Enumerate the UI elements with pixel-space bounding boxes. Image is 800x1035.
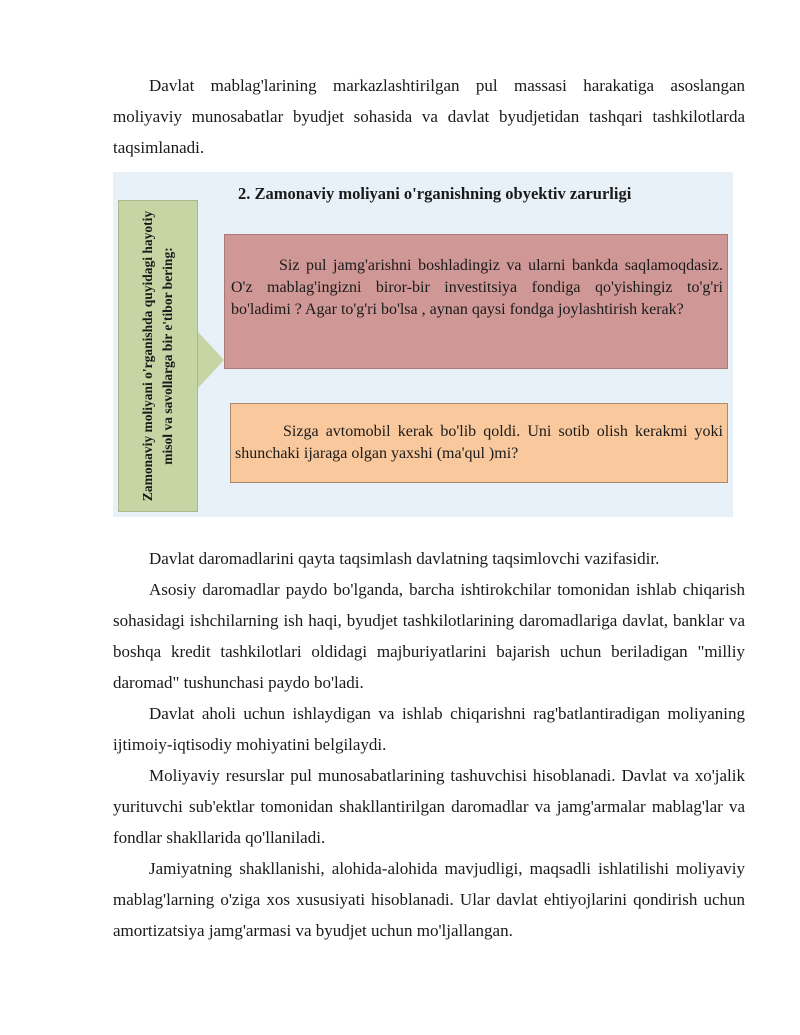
question-box-investment: Siz pul jamg'arishni boshladingiz va ularni bankda saqlamoqdasiz. O'z mablag'ingizni biror-bir investitsiya fondiga qo'yishingiz to'g'ri bo'ladimi ? Agar to'g'ri bo'lsa , aynan qaysi fondga joylashtirish kerak? (224, 234, 728, 369)
figure-diagram (113, 172, 733, 517)
paragraph-intro: Davlat mablag'larining markazlashtirilgan pul massasi harakatiga asoslangan moliyaviy munosabatlar byudjet sohasida va davlat byudjetidan tashqari tashkilotlarda taqsimlanadi. (113, 76, 745, 157)
figure-title: 2. Zamonaviy moliyani o'rganishning obyektiv zarurligi (238, 184, 632, 203)
paragraph-socio-economic: Davlat aholi uchun ishlaydigan va ishlab chiqarishni rag'batlantiradigan moliyaning ijtimoiy-iqtisodiy mohiyatini belgilaydi. (113, 704, 745, 754)
question-box-car: Sizga avtomobil kerak bo'lib qoldi. Uni sotib olish kerakmi yoki shunchaki ijaraga olgan yaxshi (ma'qul )mi? (230, 403, 728, 483)
arrow-right-icon (198, 332, 224, 388)
side-label-box (118, 200, 198, 512)
paragraph-financial-resources: Moliyaviy resurslar pul munosabatlarining tashuvchisi hisoblanadi. Davlat va xo'jalik yurituvchi sub'ektlar tomonidan shakllantirilgan daromadlar va jamg'armalar mablag'lar va fondlar shakllarida qo'llaniladi. (113, 766, 745, 847)
paragraph-redistribution: Davlat daromadlarini qayta taqsimlash davlatning taqsimlovchi vazifasidir. (149, 549, 660, 568)
paragraph-national-income: Asosiy daromadlar paydo bo'lganda, barcha ishtirokchilar tomonidan ishlab chiqarish sohasidagi ishchilarning ish haqi, byudjet tashkilotlarining daromadlariga davlat, banklar va boshqa kredit tashkilotlari oldidagi majburiyatlarini bajarish uchun beriladigan "milliy daromad" tushunchasi paydo bo'ladi. (113, 580, 745, 692)
side-label-text: Zamonaviy moliyani o'rganishda quyidagi hayotiy misol va savollarga bir e'tibor bering: (140, 210, 175, 502)
paragraph-society-formation: Jamiyatning shakllanishi, alohida-alohida mavjudligi, maqsadli ishlatilishi moliyaviy mablag'larning o'ziga xos xususiyati hisoblanadi. Ular davlat ehtiyojlarini qondirish uchun amortizatsiya jamg'armasi va byudjet uchun mo'ljallangan. (113, 859, 745, 940)
